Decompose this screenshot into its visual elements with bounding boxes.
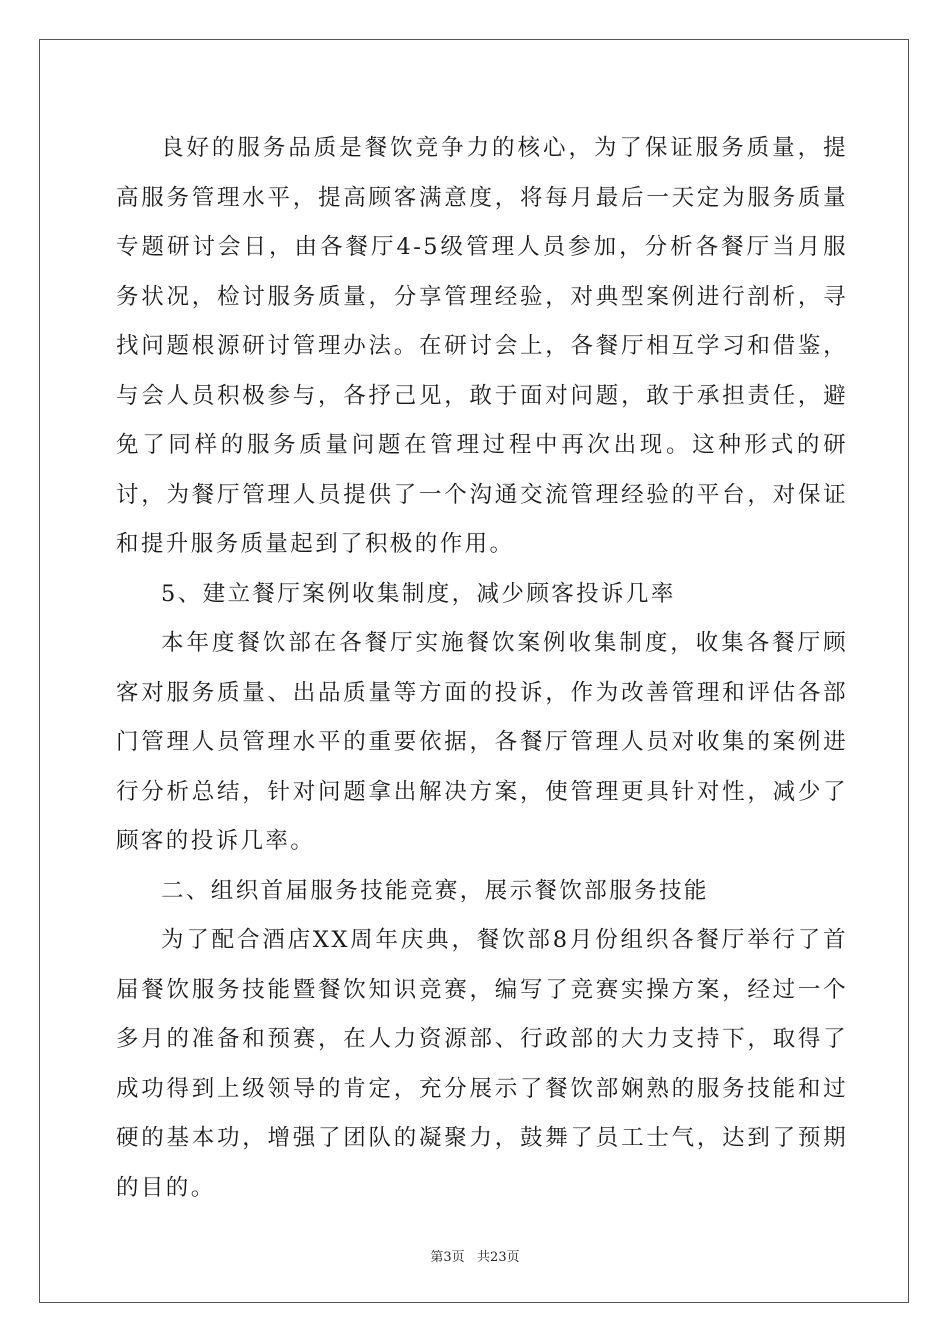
paragraph-skills-competition: 为了配合酒店XX周年庆典，餐饮部8月份组织各餐厅举行了首届餐饮服务技能暨餐饮知识竞赛，编写了竞赛实操方案，经过一个多月的准备和预赛，在人力资源部、行政部的大力支持下，取得了成功得到上级领导的肯定，充分展示了餐饮部娴熟的服务技能和过硬的基本功，增强了团队的凝聚力，鼓舞了员工士气，达到了预期的目的。	[116, 927, 848, 1201]
page-number-footer: 第3页 共23页	[430, 1250, 520, 1265]
paragraph-case-collection: 本年度餐饮部在各餐厅实施餐饮案例收集制度，收集各餐厅顾客对服务质量、出品质量等方面的投诉，作为改善管理和评估各部门管理人员管理水平的重要依据，各餐厅管理人员对收集的案例进行分析总结，针对问题拿出解决方案，使管理更具针对性，减少了顾客的投诉几率。	[116, 630, 848, 854]
section-heading-skills-competition: 二、组织首届服务技能竞赛，展示餐饮部服务技能	[161, 877, 709, 904]
section-heading-case-collection: 5、建立餐厅案例收集制度，减少顾客投诉几率	[161, 580, 676, 607]
paragraph-service-quality-seminar: 良好的服务品质是餐饮竞争力的核心，为了保证服务质量，提高服务管理水平，提高顾客满意度，将每月最后一天定为服务质量专题研讨会日，由各餐厅4-5级管理人员参加，分析各餐厅当月服务状况，检讨服务质量，分享管理经验，对典型案例进行剖析，寻找问题根源研讨管理办法。在研讨会上，各餐厅相互学习和借鉴，与会人员积极参与，各抒己见，敢于面对问题，敢于承担责任，避免了同样的服务质量问题在管理过程中再次出现。这种形式的研讨，为餐厅管理人员提供了一个沟通交流管理经验的平台，对保证和提升服务质量起到了积极的作用。	[116, 135, 848, 557]
document-body	[116, 124, 848, 1213]
